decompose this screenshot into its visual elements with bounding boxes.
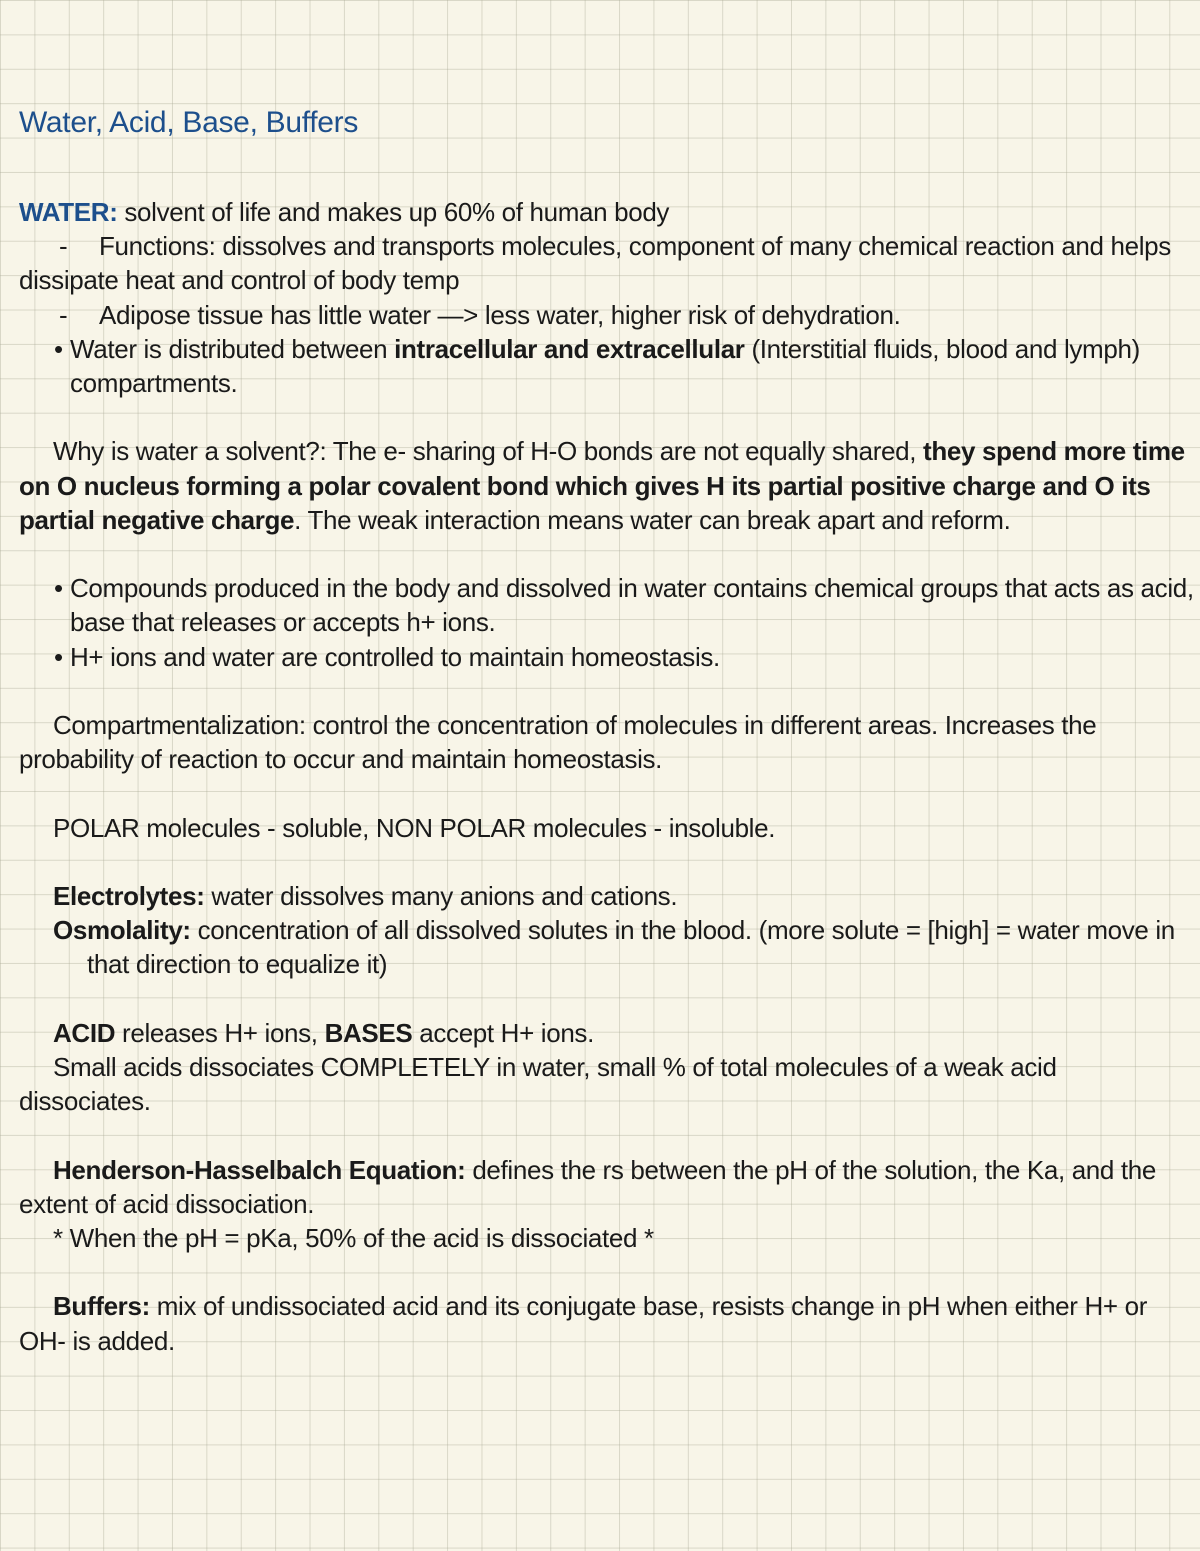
buffers-paragraph	[19, 1289, 1194, 1357]
electrolytes-text: water dissolves many anions and cations.	[204, 880, 678, 911]
osmolality-label: Osmolality:	[53, 915, 191, 946]
water-intro-text: solvent of life and makes up 60% of human body	[117, 197, 670, 227]
water-intro	[19, 195, 1194, 229]
solvent-text-2: . The weak interaction means water can break apart and reform.	[294, 504, 1011, 535]
acid-text: releases H+ ions,	[115, 1017, 325, 1048]
solvent-text-1: Why is water a solvent?: The e- sharing of H-O bonds are not equally shared,	[53, 436, 924, 467]
small-acids-paragraph: Small acids dissociates COMPLETELY in water, small % of total molecules of a weak acid dissociates.	[19, 1051, 1057, 1117]
henderson-label: Henderson-Hasselbalch Equation:	[53, 1154, 466, 1185]
polar-line: POLAR molecules - soluble, NON POLAR molecules - insoluble.	[53, 812, 776, 843]
buffers-text: mix of undissociated acid and its conjugate base, resists change in pH when either H+ or OH- is added.	[19, 1291, 1148, 1356]
water-functions: - Functions: dissolves and transports molecules, component of many chemical reaction and helps dissipate heat and control of body temp	[19, 231, 1171, 296]
water-distribution-text-2: (Interstitial fluids, blood and lymph) compartments.	[70, 333, 1140, 399]
acid-base-line	[19, 1016, 1194, 1050]
buffers-label: Buffers:	[53, 1291, 150, 1322]
henderson-note: * When the pH = pKa, 50% of the acid is dissociated *	[53, 1222, 654, 1253]
henderson-text: defines the rs between the pH of the solution, the Ka, and the extent of acid dissociation.	[19, 1154, 1156, 1219]
water-distribution-text-1: Water is distributed between	[70, 333, 395, 364]
bases-text: accept H+ ions.	[412, 1017, 594, 1048]
page-title: Water, Acid, Base, Buffers	[19, 106, 359, 139]
solvent-paragraph	[19, 434, 1194, 537]
henderson-paragraph	[19, 1153, 1194, 1221]
bases-label: BASES	[324, 1017, 413, 1048]
bullet-homeostasis: • H+ ions and water are controlled to maintain homeostasis.	[19, 640, 1194, 674]
water-functions-text: Functions: dissolves and transports molecules, component of many chemical reaction and helps dissipate heat and control of body temp	[19, 231, 1171, 296]
water-distribution	[19, 332, 1194, 400]
water-label: WATER:	[19, 197, 118, 227]
acid-label: ACID	[53, 1017, 116, 1048]
solvent-bold: they spend more time on O nucleus forming a polar covalent bond which gives H its partial positive charge and O its partial negative charge	[19, 436, 1185, 535]
compartmentalization-paragraph: Compartmentalization: control the concentration of molecules in different areas. Increases the probability of reaction to occur and maintain homeostasis.	[19, 710, 1097, 775]
water-adipose: - Adipose tissue has little water —> less water, higher risk of dehydration.	[59, 299, 901, 330]
electrolytes-line	[19, 879, 1194, 913]
electrolytes-label: Electrolytes:	[53, 880, 205, 911]
water-adipose-text: Adipose tissue has little water —> less water, higher risk of dehydration.	[99, 299, 901, 330]
water-distribution-bold: intracellular and extracellular	[394, 333, 745, 364]
osmolality-line	[19, 913, 1194, 981]
osmolality-text: concentration of all dissolved solutes in the blood. (more solute = [high] = water move in that direction to equalize it)	[87, 915, 1175, 980]
bullet-compounds: • Compounds produced in the body and dissolved in water contains chemical groups that acts as acid, base that releases or accepts h+ ions.	[19, 571, 1194, 639]
document-body	[19, 101, 1194, 1358]
